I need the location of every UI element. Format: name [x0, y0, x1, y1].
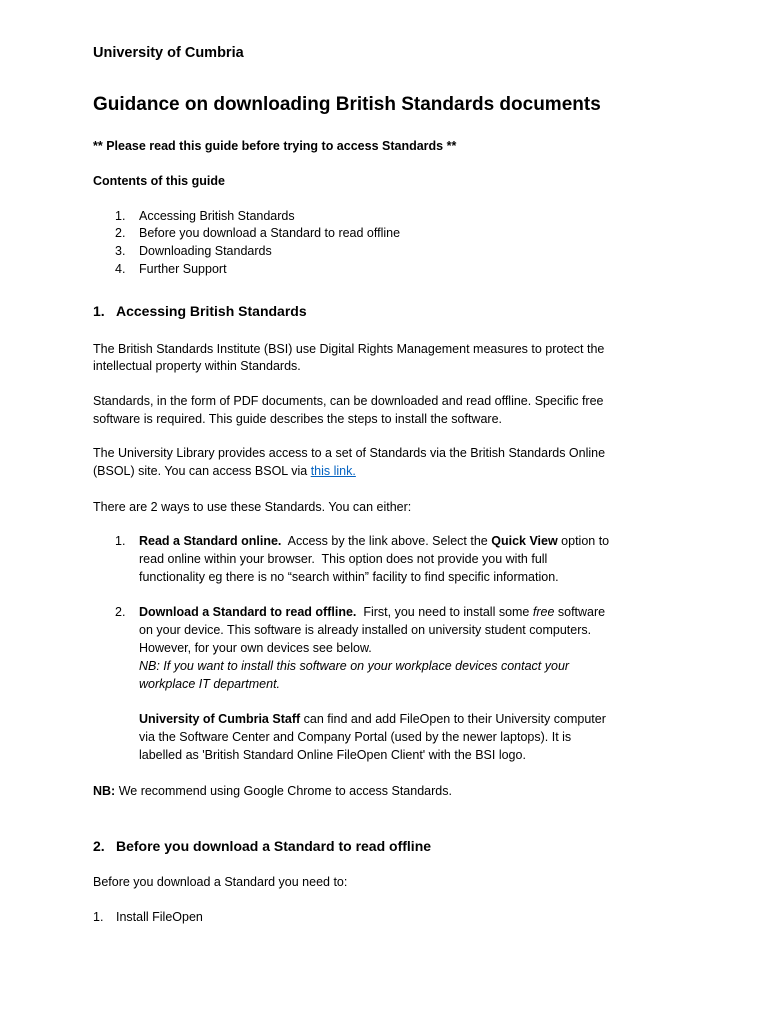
document-title: Guidance on downloading British Standards documents	[93, 94, 601, 115]
contents-item-text: Accessing British Standards	[139, 209, 295, 223]
institution-name: University of Cumbria	[93, 45, 244, 61]
section2-step-number: 1.	[93, 910, 104, 924]
section2-intro: Before you download a Standard you need to:	[93, 875, 348, 889]
section1-para1-line: intellectual property within Standards.	[93, 359, 301, 373]
option1-line: read online within your browser. This option does not provide you with full	[139, 552, 548, 566]
option1-line	[139, 533, 609, 549]
option2-number: 2.	[115, 605, 126, 619]
option2-title: Download a Standard to read offline.	[139, 605, 357, 619]
contents-item-text: Before you download a Standard to read offline	[139, 226, 401, 240]
nb-text: We recommend using Google Chrome to access Standards.	[115, 784, 452, 798]
section1-heading: Accessing British Standards	[116, 303, 307, 319]
section1-para4: There are 2 ways to use these Standards. You can either:	[93, 500, 412, 514]
quick-view-label: Quick View	[491, 534, 558, 548]
section2-step-text: Install FileOpen	[116, 910, 203, 924]
section1-number: 1.	[93, 303, 105, 319]
contents-item-num: 1.	[115, 209, 126, 223]
staff-label: University of Cumbria Staff	[139, 712, 301, 726]
section2-number: 2.	[93, 838, 105, 854]
option2-text: First, you need to install some	[356, 605, 533, 619]
option2-line: on your device. This software is already installed on university student computers.	[139, 623, 592, 637]
section2-heading: Before you download a Standard to read offline	[116, 838, 432, 854]
read-guide-notice: ** Please read this guide before trying to access Standards **	[93, 139, 457, 153]
contents-item-num: 2.	[115, 226, 126, 240]
option2-line: However, for your own devices see below.	[139, 641, 372, 655]
workplace-note-line: NB: If you want to install this software on your workplace devices contact your	[139, 659, 570, 673]
option1-line: functionality eg there is no “search within” facility to find specific information.	[139, 570, 559, 584]
staff-note-line	[139, 711, 606, 727]
section1-para1-line: The British Standards Institute (BSI) use Digital Rights Management measures to protect the	[93, 342, 605, 356]
option1-number: 1.	[115, 534, 126, 548]
contents-heading: Contents of this guide	[93, 174, 225, 188]
option2-line	[139, 604, 605, 620]
section1-para3-line	[93, 463, 356, 479]
contents-item-num: 3.	[115, 244, 126, 258]
option1-text: option to	[557, 534, 610, 548]
contents-item-text: Downloading Standards	[139, 244, 272, 258]
workplace-note-line: workplace IT department.	[139, 677, 281, 691]
option1-title: Read a Standard online.	[139, 534, 282, 548]
section1-para3-line: The University Library provides access to a set of Standards via the British Standards Online	[93, 446, 606, 460]
bsol-link[interactable]: this link.	[310, 464, 356, 478]
option2-text: software	[554, 605, 606, 619]
section1-para2-line: Standards, in the form of PDF documents, can be downloaded and read offline. Specific free	[93, 394, 604, 408]
contents-item-num: 4.	[115, 262, 126, 276]
staff-note-line: via the Software Center and Company Portal (used by the newer laptops). It is	[139, 730, 572, 744]
staff-text: can find and add FileOpen to their University computer	[300, 712, 606, 726]
nb-label: NB:	[93, 784, 116, 798]
browser-note	[93, 783, 452, 799]
free-emphasis: free	[532, 605, 555, 619]
option1-text: Access by the link above. Select the	[281, 534, 492, 548]
section1-para2-line: software is required. This guide describes the steps to install the software.	[93, 412, 503, 426]
contents-item-text: Further Support	[139, 262, 227, 276]
staff-note-line: labelled as 'British Standard Online FileOpen Client' with the BSI logo.	[139, 748, 526, 762]
para3-text: (BSOL) site. You can access BSOL via	[93, 464, 311, 478]
